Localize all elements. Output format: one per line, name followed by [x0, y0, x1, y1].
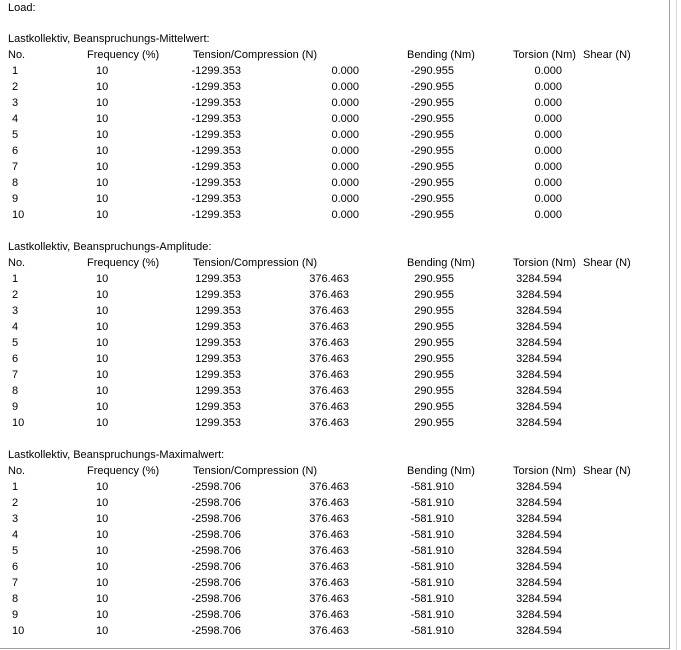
- cell-frequency: 10: [96, 481, 109, 493]
- cell-value: 376.463: [309, 625, 349, 637]
- cell-frequency: 10: [96, 337, 109, 349]
- cell-bending: -290.955: [410, 97, 454, 109]
- cell-bending: -581.910: [410, 577, 454, 589]
- cell-tension: -1299.353: [191, 65, 241, 77]
- cell-torsion: 0.000: [534, 97, 562, 109]
- cell-value: 0.000: [331, 129, 359, 141]
- cell-torsion: 3284.594: [516, 273, 562, 285]
- cell-frequency: 10: [96, 289, 109, 301]
- cell-tension: -2598.706: [191, 609, 241, 621]
- cell-no: 8: [12, 593, 19, 605]
- cell-bending: -290.955: [410, 177, 454, 189]
- cell-frequency: 10: [96, 593, 109, 605]
- cell-tension: 1299.353: [195, 353, 241, 365]
- cell-frequency: 10: [96, 193, 109, 205]
- panel-divider: [676, 0, 677, 650]
- cell-torsion: 3284.594: [516, 289, 562, 301]
- cell-tension: 1299.353: [195, 385, 241, 397]
- cell-frequency: 10: [96, 417, 109, 429]
- cell-tension: 1299.353: [195, 321, 241, 333]
- cell-frequency: 10: [96, 129, 109, 141]
- cell-torsion: 0.000: [534, 129, 562, 141]
- cell-no: 2: [12, 81, 19, 93]
- cell-value: 0.000: [331, 113, 359, 125]
- cell-torsion: 3284.594: [516, 513, 562, 525]
- cell-bending: -581.910: [410, 593, 454, 605]
- cell-torsion: 3284.594: [516, 337, 562, 349]
- cell-no: 7: [12, 369, 19, 381]
- cell-no: 5: [12, 129, 19, 141]
- cell-torsion: 3284.594: [516, 625, 562, 637]
- cell-bending: -290.955: [410, 65, 454, 77]
- cell-value: 376.463: [309, 369, 349, 381]
- cell-no: 10: [12, 209, 25, 221]
- cell-value: 0.000: [331, 145, 359, 157]
- cell-tension: 1299.353: [195, 289, 241, 301]
- section-title: Lastkollektiv, Beanspruchungs-Maximalwert:: [8, 449, 225, 461]
- header-frequency: Frequency (%): [87, 465, 160, 477]
- cell-value: 0.000: [331, 209, 359, 221]
- cell-frequency: 10: [96, 561, 109, 573]
- cell-no: 2: [12, 497, 19, 509]
- cell-tension: -2598.706: [191, 513, 241, 525]
- cell-frequency: 10: [96, 353, 109, 365]
- header-tension: Tension/Compression (N): [193, 465, 318, 477]
- cell-frequency: 10: [96, 81, 109, 93]
- header-shear: Shear (N): [583, 257, 631, 269]
- cell-value: 376.463: [309, 545, 349, 557]
- cell-bending: 290.955: [414, 289, 454, 301]
- cell-value: 0.000: [331, 65, 359, 77]
- cell-value: 0.000: [331, 97, 359, 109]
- cell-no: 8: [12, 177, 19, 189]
- header-tension: Tension/Compression (N): [193, 49, 318, 61]
- cell-no: 9: [12, 193, 19, 205]
- header-tension: Tension/Compression (N): [193, 257, 318, 269]
- cell-no: 3: [12, 97, 19, 109]
- cell-frequency: 10: [96, 209, 109, 221]
- cell-bending: -581.910: [410, 625, 454, 637]
- cell-torsion: 0.000: [534, 65, 562, 77]
- cell-no: 9: [12, 609, 19, 621]
- cell-value: 376.463: [309, 497, 349, 509]
- cell-no: 8: [12, 385, 19, 397]
- cell-tension: -1299.353: [191, 161, 241, 173]
- cell-bending: -290.955: [410, 209, 454, 221]
- cell-bending: 290.955: [414, 353, 454, 365]
- cell-bending: -290.955: [410, 129, 454, 141]
- cell-tension: -1299.353: [191, 177, 241, 189]
- cell-no: 6: [12, 561, 19, 573]
- load-label: Load:: [8, 2, 36, 14]
- cell-value: 376.463: [309, 385, 349, 397]
- cell-torsion: 0.000: [534, 193, 562, 205]
- cell-value: 376.463: [309, 289, 349, 301]
- cell-value: 376.463: [309, 577, 349, 589]
- cell-frequency: 10: [96, 385, 109, 397]
- cell-frequency: 10: [96, 609, 109, 621]
- cell-frequency: 10: [96, 545, 109, 557]
- cell-torsion: 3284.594: [516, 561, 562, 573]
- header-torsion: Torsion (Nm): [513, 49, 576, 61]
- cell-no: 1: [12, 481, 19, 493]
- cell-no: 7: [12, 577, 19, 589]
- cell-value: 0.000: [331, 177, 359, 189]
- cell-value: 376.463: [309, 529, 349, 541]
- cell-tension: 1299.353: [195, 273, 241, 285]
- cell-value: 376.463: [309, 337, 349, 349]
- cell-frequency: 10: [96, 369, 109, 381]
- cell-tension: -2598.706: [191, 529, 241, 541]
- cell-no: 3: [12, 513, 19, 525]
- cell-no: 6: [12, 353, 19, 365]
- cell-frequency: 10: [96, 497, 109, 509]
- cell-value: 376.463: [309, 305, 349, 317]
- cell-frequency: 10: [96, 273, 109, 285]
- cell-bending: -290.955: [410, 113, 454, 125]
- header-shear: Shear (N): [583, 465, 631, 477]
- cell-no: 10: [12, 625, 25, 637]
- cell-tension: -2598.706: [191, 561, 241, 573]
- cell-frequency: 10: [96, 625, 109, 637]
- cell-bending: -290.955: [410, 193, 454, 205]
- cell-tension: -2598.706: [191, 497, 241, 509]
- cell-value: 376.463: [309, 593, 349, 605]
- cell-torsion: 3284.594: [516, 529, 562, 541]
- cell-value: 376.463: [309, 561, 349, 573]
- cell-tension: -2598.706: [191, 625, 241, 637]
- cell-value: 376.463: [309, 273, 349, 285]
- cell-torsion: 0.000: [534, 113, 562, 125]
- cell-torsion: 3284.594: [516, 305, 562, 317]
- section-title: Lastkollektiv, Beanspruchungs-Mittelwert:: [8, 33, 210, 45]
- cell-tension: 1299.353: [195, 337, 241, 349]
- cell-torsion: 0.000: [534, 209, 562, 221]
- cell-no: 1: [12, 273, 19, 285]
- cell-bending: -581.910: [410, 545, 454, 557]
- cell-tension: 1299.353: [195, 305, 241, 317]
- cell-torsion: 3284.594: [516, 577, 562, 589]
- cell-value: 376.463: [309, 321, 349, 333]
- cell-bending: -290.955: [410, 81, 454, 93]
- cell-frequency: 10: [96, 161, 109, 173]
- cell-torsion: 0.000: [534, 161, 562, 173]
- cell-torsion: 3284.594: [516, 321, 562, 333]
- cell-torsion: 3284.594: [516, 369, 562, 381]
- cell-torsion: 3284.594: [516, 401, 562, 413]
- header-no: No.: [8, 257, 26, 269]
- cell-torsion: 3284.594: [516, 417, 562, 429]
- cell-value: 376.463: [309, 417, 349, 429]
- cell-bending: -581.910: [410, 561, 454, 573]
- cell-tension: 1299.353: [195, 417, 241, 429]
- cell-no: 3: [12, 305, 19, 317]
- cell-no: 6: [12, 145, 19, 157]
- cell-tension: -1299.353: [191, 81, 241, 93]
- cell-torsion: 3284.594: [516, 385, 562, 397]
- cell-frequency: 10: [96, 113, 109, 125]
- cell-value: 376.463: [309, 513, 349, 525]
- cell-no: 9: [12, 401, 19, 413]
- cell-frequency: 10: [96, 305, 109, 317]
- cell-tension: -2598.706: [191, 593, 241, 605]
- header-no: No.: [8, 465, 26, 477]
- cell-bending: -581.910: [410, 513, 454, 525]
- header-no: No.: [8, 49, 26, 61]
- cell-torsion: 0.000: [534, 81, 562, 93]
- cell-no: 5: [12, 545, 19, 557]
- cell-frequency: 10: [96, 65, 109, 77]
- cell-tension: -1299.353: [191, 97, 241, 109]
- cell-torsion: 3284.594: [516, 353, 562, 365]
- cell-tension: -1299.353: [191, 145, 241, 157]
- cell-tension: -2598.706: [191, 577, 241, 589]
- cell-torsion: 3284.594: [516, 609, 562, 621]
- cell-tension: 1299.353: [195, 369, 241, 381]
- cell-no: 5: [12, 337, 19, 349]
- cell-bending: 290.955: [414, 273, 454, 285]
- cell-value: 0.000: [331, 81, 359, 93]
- cell-torsion: 0.000: [534, 177, 562, 189]
- cell-bending: 290.955: [414, 369, 454, 381]
- cell-bending: 290.955: [414, 401, 454, 413]
- cell-tension: -2598.706: [191, 481, 241, 493]
- cell-no: 7: [12, 161, 19, 173]
- header-torsion: Torsion (Nm): [513, 257, 576, 269]
- cell-bending: 290.955: [414, 385, 454, 397]
- cell-no: 1: [12, 65, 19, 77]
- cell-tension: -1299.353: [191, 209, 241, 221]
- header-frequency: Frequency (%): [87, 257, 160, 269]
- cell-value: 376.463: [309, 481, 349, 493]
- cell-frequency: 10: [96, 321, 109, 333]
- cell-tension: 1299.353: [195, 401, 241, 413]
- cell-tension: -1299.353: [191, 193, 241, 205]
- cell-bending: -581.910: [410, 497, 454, 509]
- cell-bending: -290.955: [410, 145, 454, 157]
- cell-bending: 290.955: [414, 417, 454, 429]
- cell-frequency: 10: [96, 145, 109, 157]
- header-bending: Bending (Nm): [407, 465, 475, 477]
- cell-bending: -290.955: [410, 161, 454, 173]
- cell-frequency: 10: [96, 177, 109, 189]
- cell-frequency: 10: [96, 401, 109, 413]
- cell-torsion: 3284.594: [516, 593, 562, 605]
- cell-value: 376.463: [309, 401, 349, 413]
- cell-frequency: 10: [96, 529, 109, 541]
- header-torsion: Torsion (Nm): [513, 465, 576, 477]
- cell-tension: -1299.353: [191, 113, 241, 125]
- cell-torsion: 3284.594: [516, 497, 562, 509]
- cell-no: 4: [12, 113, 19, 125]
- cell-bending: 290.955: [414, 337, 454, 349]
- header-shear: Shear (N): [583, 49, 631, 61]
- section-title: Lastkollektiv, Beanspruchungs-Amplitude:: [8, 241, 212, 253]
- cell-frequency: 10: [96, 97, 109, 109]
- cell-torsion: 3284.594: [516, 481, 562, 493]
- cell-no: 2: [12, 289, 19, 301]
- cell-bending: -581.910: [410, 529, 454, 541]
- cell-torsion: 0.000: [534, 145, 562, 157]
- cell-bending: 290.955: [414, 321, 454, 333]
- header-frequency: Frequency (%): [87, 49, 160, 61]
- cell-bending: -581.910: [410, 609, 454, 621]
- cell-value: 376.463: [309, 353, 349, 365]
- cell-tension: -1299.353: [191, 129, 241, 141]
- cell-frequency: 10: [96, 513, 109, 525]
- header-bending: Bending (Nm): [407, 49, 475, 61]
- cell-torsion: 3284.594: [516, 545, 562, 557]
- cell-no: 4: [12, 529, 19, 541]
- cell-frequency: 10: [96, 577, 109, 589]
- cell-bending: -581.910: [410, 481, 454, 493]
- cell-value: 0.000: [331, 161, 359, 173]
- cell-no: 10: [12, 417, 25, 429]
- cell-value: 0.000: [331, 193, 359, 205]
- header-bending: Bending (Nm): [407, 257, 475, 269]
- cell-bending: 290.955: [414, 305, 454, 317]
- cell-tension: -2598.706: [191, 545, 241, 557]
- cell-no: 4: [12, 321, 19, 333]
- cell-value: 376.463: [309, 609, 349, 621]
